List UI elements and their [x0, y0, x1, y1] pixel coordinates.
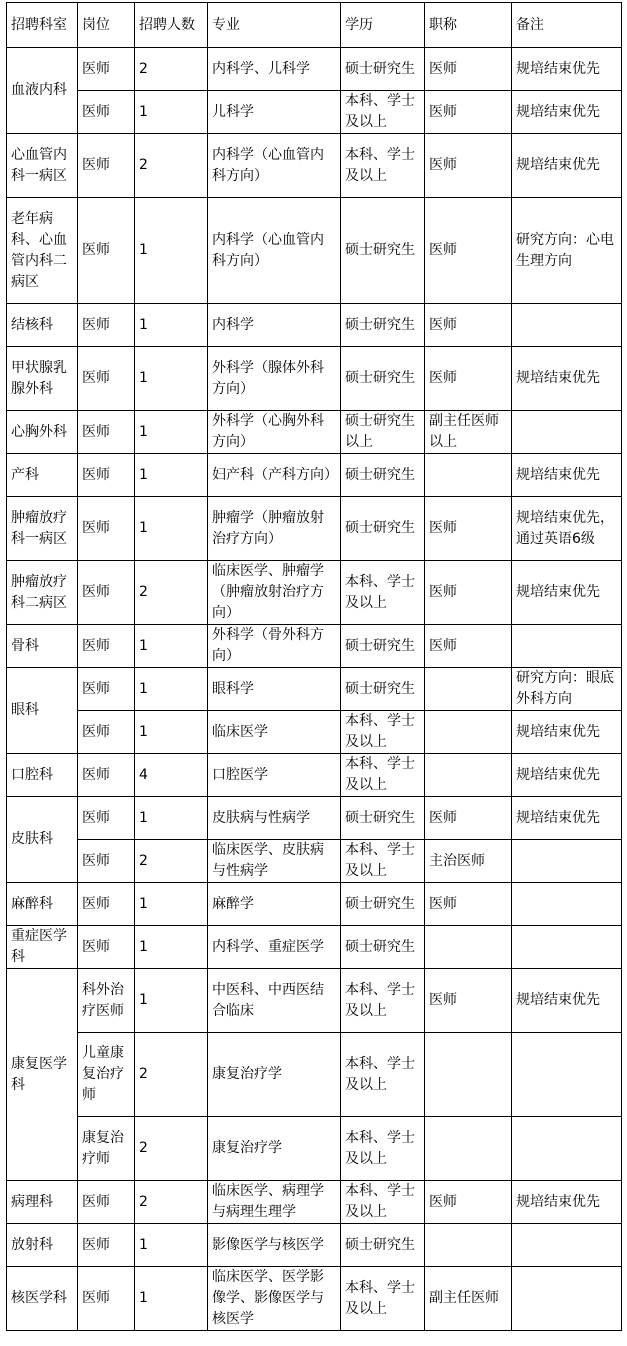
dept-cell: 心血管内科一病区	[7, 134, 78, 198]
title-cell: 副主任医师以上	[425, 411, 512, 454]
education-cell: 硕士研究生	[341, 497, 425, 561]
title-cell: 医师	[425, 48, 512, 91]
major-cell: 皮肤病与性病学	[208, 797, 341, 840]
position-cell: 医师	[78, 347, 135, 411]
title-cell: 医师	[425, 1181, 512, 1224]
title-cell	[425, 926, 512, 969]
education-cell: 硕士研究生	[341, 1224, 425, 1267]
education-cell: 本科、学士及以上	[341, 1181, 425, 1224]
major-cell: 内科学、儿科学	[208, 48, 341, 91]
position-cell: 医师	[78, 1224, 135, 1267]
dept-cell: 心胸外科	[7, 411, 78, 454]
major-cell: 儿科学	[208, 91, 341, 134]
table-row	[7, 797, 622, 840]
dept-cell: 皮肤科	[7, 797, 78, 883]
title-cell: 医师	[425, 347, 512, 411]
major-cell: 内科学、重症医学	[208, 926, 341, 969]
table-body	[7, 3, 622, 1331]
education-cell: 硕士研究生	[341, 304, 425, 347]
note-cell: 研究方向：心电生理方向	[512, 198, 622, 304]
major-cell: 口腔医学	[208, 754, 341, 797]
education-cell: 硕士研究生	[341, 48, 425, 91]
title-cell	[425, 1117, 512, 1181]
title-cell: 主治医师	[425, 840, 512, 883]
count-cell: 2	[135, 1181, 208, 1224]
table-row	[7, 668, 622, 711]
position-cell: 医师	[78, 711, 135, 754]
count-cell: 1	[135, 668, 208, 711]
title-cell	[425, 711, 512, 754]
count-cell: 1	[135, 926, 208, 969]
note-cell	[512, 1117, 622, 1181]
note-cell	[512, 926, 622, 969]
major-cell: 外科学（腺体外科方向）	[208, 347, 341, 411]
note-cell	[512, 1267, 622, 1331]
note-cell: 规培结束优先	[512, 134, 622, 198]
dept-cell: 肿瘤放疗科一病区	[7, 497, 78, 561]
position-cell: 医师	[78, 625, 135, 668]
note-cell: 规培结束优先	[512, 969, 622, 1033]
note-cell: 规培结束优先，通过英语6级	[512, 497, 622, 561]
dept-cell: 重症医学科	[7, 926, 78, 969]
count-cell: 1	[135, 198, 208, 304]
table-row	[7, 347, 622, 411]
major-cell: 临床医学、医学影像学、影像医学与核医学	[208, 1267, 341, 1331]
note-cell: 规培结束优先	[512, 711, 622, 754]
major-cell: 康复治疗学	[208, 1117, 341, 1181]
title-cell	[425, 1033, 512, 1117]
title-cell: 医师	[425, 91, 512, 134]
table-row	[7, 497, 622, 561]
table-row	[7, 1267, 622, 1331]
position-cell: 康复治疗师	[78, 1117, 135, 1181]
education-cell: 硕士研究生	[341, 347, 425, 411]
major-cell: 妇产科（产科方向）	[208, 454, 341, 497]
table-row	[7, 969, 622, 1033]
table-row	[7, 134, 622, 198]
note-cell	[512, 840, 622, 883]
dept-cell: 口腔科	[7, 754, 78, 797]
position-cell: 医师	[78, 198, 135, 304]
education-cell: 本科、学士及以上	[341, 1033, 425, 1117]
count-cell: 2	[135, 134, 208, 198]
count-cell: 2	[135, 840, 208, 883]
position-cell: 医师	[78, 48, 135, 91]
recruitment-table	[6, 2, 622, 1331]
major-cell: 内科学（心血管内科方向）	[208, 198, 341, 304]
note-cell: 规培结束优先	[512, 48, 622, 91]
count-cell: 2	[135, 1033, 208, 1117]
dept-cell: 放射科	[7, 1224, 78, 1267]
count-cell: 1	[135, 625, 208, 668]
position-cell: 科外治疗医师	[78, 969, 135, 1033]
count-cell: 1	[135, 347, 208, 411]
education-cell: 本科、学士及以上	[341, 1117, 425, 1181]
count-cell: 1	[135, 497, 208, 561]
count-cell: 1	[135, 91, 208, 134]
major-cell: 外科学（骨外科方向）	[208, 625, 341, 668]
position-cell: 医师	[78, 883, 135, 926]
major-cell: 内科学	[208, 304, 341, 347]
title-cell: 医师	[425, 625, 512, 668]
education-cell: 硕士研究生	[341, 198, 425, 304]
table-row	[7, 454, 622, 497]
dept-cell: 康复医学科	[7, 969, 78, 1181]
count-cell: 4	[135, 754, 208, 797]
title-cell: 医师	[425, 797, 512, 840]
position-cell: 医师	[78, 454, 135, 497]
table-row	[7, 198, 622, 304]
dept-cell: 老年病科、心血管内科二病区	[7, 198, 78, 304]
education-cell: 本科、学士及以上	[341, 561, 425, 625]
header-count: 招聘人数	[135, 3, 208, 48]
count-cell: 1	[135, 1224, 208, 1267]
position-cell: 医师	[78, 926, 135, 969]
position-cell: 医师	[78, 497, 135, 561]
note-cell	[512, 625, 622, 668]
title-cell	[425, 454, 512, 497]
dept-cell: 眼科	[7, 668, 78, 754]
major-cell: 内科学（心血管内科方向）	[208, 134, 341, 198]
note-cell	[512, 1033, 622, 1117]
title-cell: 医师	[425, 883, 512, 926]
count-cell: 1	[135, 1267, 208, 1331]
table-row	[7, 91, 622, 134]
major-cell: 麻醉学	[208, 883, 341, 926]
position-cell: 儿童康复治疗师	[78, 1033, 135, 1117]
education-cell: 硕士研究生	[341, 883, 425, 926]
position-cell: 医师	[78, 91, 135, 134]
position-cell: 医师	[78, 134, 135, 198]
position-cell: 医师	[78, 561, 135, 625]
header-position: 岗位	[78, 3, 135, 48]
position-cell: 医师	[78, 668, 135, 711]
header-education: 学历	[341, 3, 425, 48]
title-cell: 医师	[425, 198, 512, 304]
position-cell: 医师	[78, 1181, 135, 1224]
major-cell: 临床医学、病理学与病理生理学	[208, 1181, 341, 1224]
count-cell: 1	[135, 304, 208, 347]
table-row	[7, 754, 622, 797]
note-cell: 规培结束优先	[512, 91, 622, 134]
table-row	[7, 883, 622, 926]
note-cell: 规培结束优先	[512, 1181, 622, 1224]
title-cell: 副主任医师	[425, 1267, 512, 1331]
header-note: 备注	[512, 3, 622, 48]
dept-cell: 肿瘤放疗科二病区	[7, 561, 78, 625]
education-cell: 硕士研究生	[341, 454, 425, 497]
major-cell: 影像医学与核医学	[208, 1224, 341, 1267]
education-cell: 硕士研究生	[341, 926, 425, 969]
table-row	[7, 625, 622, 668]
major-cell: 眼科学	[208, 668, 341, 711]
table-row	[7, 711, 622, 754]
table-row	[7, 1117, 622, 1181]
note-cell	[512, 1224, 622, 1267]
note-cell	[512, 411, 622, 454]
note-cell: 规培结束优先	[512, 454, 622, 497]
education-cell: 硕士研究生以上	[341, 411, 425, 454]
title-cell: 医师	[425, 134, 512, 198]
title-cell: 医师	[425, 497, 512, 561]
dept-cell: 麻醉科	[7, 883, 78, 926]
count-cell: 1	[135, 711, 208, 754]
education-cell: 本科、学士及以上	[341, 1267, 425, 1331]
major-cell: 康复治疗学	[208, 1033, 341, 1117]
table-row	[7, 840, 622, 883]
dept-cell: 产科	[7, 454, 78, 497]
table-row	[7, 561, 622, 625]
table-row	[7, 304, 622, 347]
header-major: 专业	[208, 3, 341, 48]
major-cell: 中医科、中西医结合临床	[208, 969, 341, 1033]
education-cell: 硕士研究生	[341, 625, 425, 668]
title-cell	[425, 1224, 512, 1267]
major-cell: 外科学（心胸外科方向）	[208, 411, 341, 454]
major-cell: 临床医学、肿瘤学（肿瘤放射治疗方向）	[208, 561, 341, 625]
major-cell: 肿瘤学（肿瘤放射治疗方向）	[208, 497, 341, 561]
note-cell: 规培结束优先	[512, 561, 622, 625]
note-cell: 规培结束优先	[512, 797, 622, 840]
note-cell	[512, 883, 622, 926]
header-title: 职称	[425, 3, 512, 48]
count-cell: 1	[135, 411, 208, 454]
position-cell: 医师	[78, 754, 135, 797]
dept-cell: 病理科	[7, 1181, 78, 1224]
education-cell: 本科、学士及以上	[341, 840, 425, 883]
count-cell: 1	[135, 797, 208, 840]
position-cell: 医师	[78, 304, 135, 347]
education-cell: 本科、学士及以上	[341, 711, 425, 754]
table-row	[7, 1224, 622, 1267]
position-cell: 医师	[78, 840, 135, 883]
note-cell: 研究方向：眼底外科方向	[512, 668, 622, 711]
education-cell: 本科、学士及以上	[341, 91, 425, 134]
dept-cell: 甲状腺乳腺外科	[7, 347, 78, 411]
position-cell: 医师	[78, 797, 135, 840]
education-cell: 本科、学士及以上	[341, 134, 425, 198]
count-cell: 2	[135, 1117, 208, 1181]
count-cell: 2	[135, 48, 208, 91]
education-cell: 本科、学士及以上	[341, 969, 425, 1033]
table-row	[7, 926, 622, 969]
dept-cell: 核医学科	[7, 1267, 78, 1331]
dept-cell: 结核科	[7, 304, 78, 347]
table-row	[7, 1033, 622, 1117]
dept-cell: 骨科	[7, 625, 78, 668]
dept-cell: 血液内科	[7, 48, 78, 134]
position-cell: 医师	[78, 411, 135, 454]
education-cell: 硕士研究生	[341, 797, 425, 840]
major-cell: 临床医学	[208, 711, 341, 754]
title-cell: 医师	[425, 969, 512, 1033]
title-cell: 医师	[425, 561, 512, 625]
note-cell	[512, 304, 622, 347]
count-cell: 1	[135, 969, 208, 1033]
count-cell: 1	[135, 883, 208, 926]
note-cell: 规培结束优先	[512, 347, 622, 411]
table-row	[7, 411, 622, 454]
note-cell: 规培结束优先	[512, 754, 622, 797]
education-cell: 本科、学士及以上	[341, 754, 425, 797]
table-row	[7, 1181, 622, 1224]
position-cell: 医师	[78, 1267, 135, 1331]
major-cell: 临床医学、皮肤病与性病学	[208, 840, 341, 883]
count-cell: 1	[135, 454, 208, 497]
header-dept: 招聘科室	[7, 3, 78, 48]
education-cell: 硕士研究生	[341, 668, 425, 711]
title-cell	[425, 754, 512, 797]
title-cell	[425, 668, 512, 711]
table-header-row	[7, 3, 622, 48]
table-row	[7, 48, 622, 91]
title-cell: 医师	[425, 304, 512, 347]
count-cell: 2	[135, 561, 208, 625]
